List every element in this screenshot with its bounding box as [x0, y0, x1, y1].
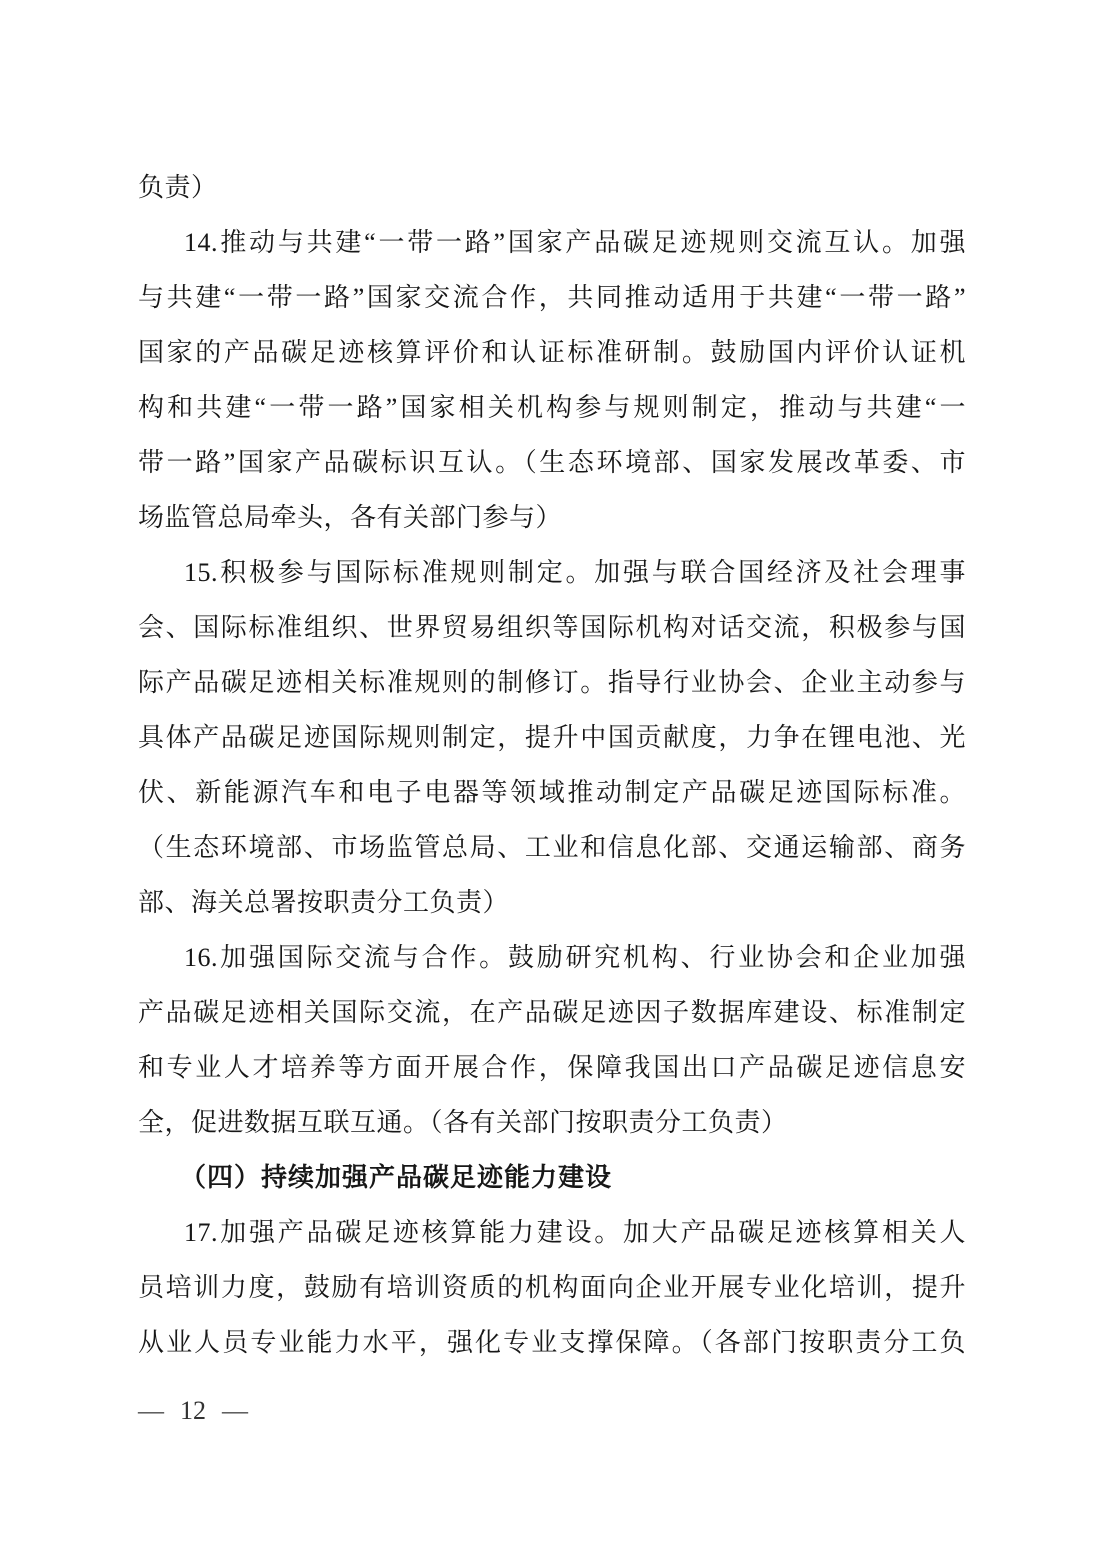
text-line: 部、海关总署按职责分工负责） [138, 888, 510, 917]
text-line: 全，促进数据互联互通。（各有关部门按职责分工负责） [138, 1108, 788, 1137]
page-footer [138, 1390, 248, 1432]
text-line: 会、国际标准组织、世界贸易组织等国际机构对话交流，积极参与国 [138, 613, 966, 642]
text-line: 从业人员专业能力水平，强化专业支撑保障。（各部门按职责分工负 [138, 1328, 966, 1357]
text-line: 14.推动与共建“一带一路”国家产品碳足迹规则交流互认。加强 [184, 228, 966, 257]
text-line: 和专业人才培养等方面开展合作，保障我国出口产品碳足迹信息安 [138, 1053, 966, 1082]
text-line: 产品碳足迹相关国际交流，在产品碳足迹因子数据库建设、标准制定 [138, 998, 966, 1027]
text-line: （生态环境部、市场监管总局、工业和信息化部、交通运输部、商务 [138, 833, 966, 862]
text-line: 具体产品碳足迹国际规则制定，提升中国贡献度，力争在锂电池、光 [138, 723, 966, 752]
text-line: 际产品碳足迹相关标准规则的制修订。指导行业协会、企业主动参与 [138, 668, 966, 697]
footer-left-dash: — [138, 1396, 164, 1425]
text-line: 17.加强产品碳足迹核算能力建设。加大产品碳足迹核算相关人 [184, 1218, 966, 1247]
footer-right-dash: — [222, 1396, 248, 1425]
text-line: 带一路”国家产品碳标识互认。（生态环境部、国家发展改革委、市 [138, 448, 966, 477]
text-line: 16.加强国际交流与合作。鼓励研究机构、行业协会和企业加强 [184, 943, 966, 972]
text-line: 与共建“一带一路”国家交流合作，共同推动适用于共建“一带一路” [138, 283, 966, 312]
text-line: 伏、新能源汽车和电子电器等领域推动制定产品碳足迹国际标准。 [138, 778, 966, 807]
text-line: 15.积极参与国际标准规则制定。加强与联合国经济及社会理事 [184, 558, 966, 587]
section-heading: （四）持续加强产品碳足迹能力建设 [180, 1163, 613, 1192]
text-line: 国家的产品碳足迹核算评价和认证标准研制。鼓励国内评价认证机 [138, 338, 966, 367]
text-line: 员培训力度，鼓励有培训资质的机构面向企业开展专业化培训，提升 [138, 1273, 966, 1302]
text-line: 场监管总局牵头，各有关部门参与） [138, 503, 563, 532]
text-line: 负责） [138, 173, 218, 202]
text-line: 构和共建“一带一路”国家相关机构参与规则制定，推动与共建“一 [138, 393, 966, 422]
page-body [138, 160, 966, 1370]
page-number: 12 [180, 1396, 206, 1425]
